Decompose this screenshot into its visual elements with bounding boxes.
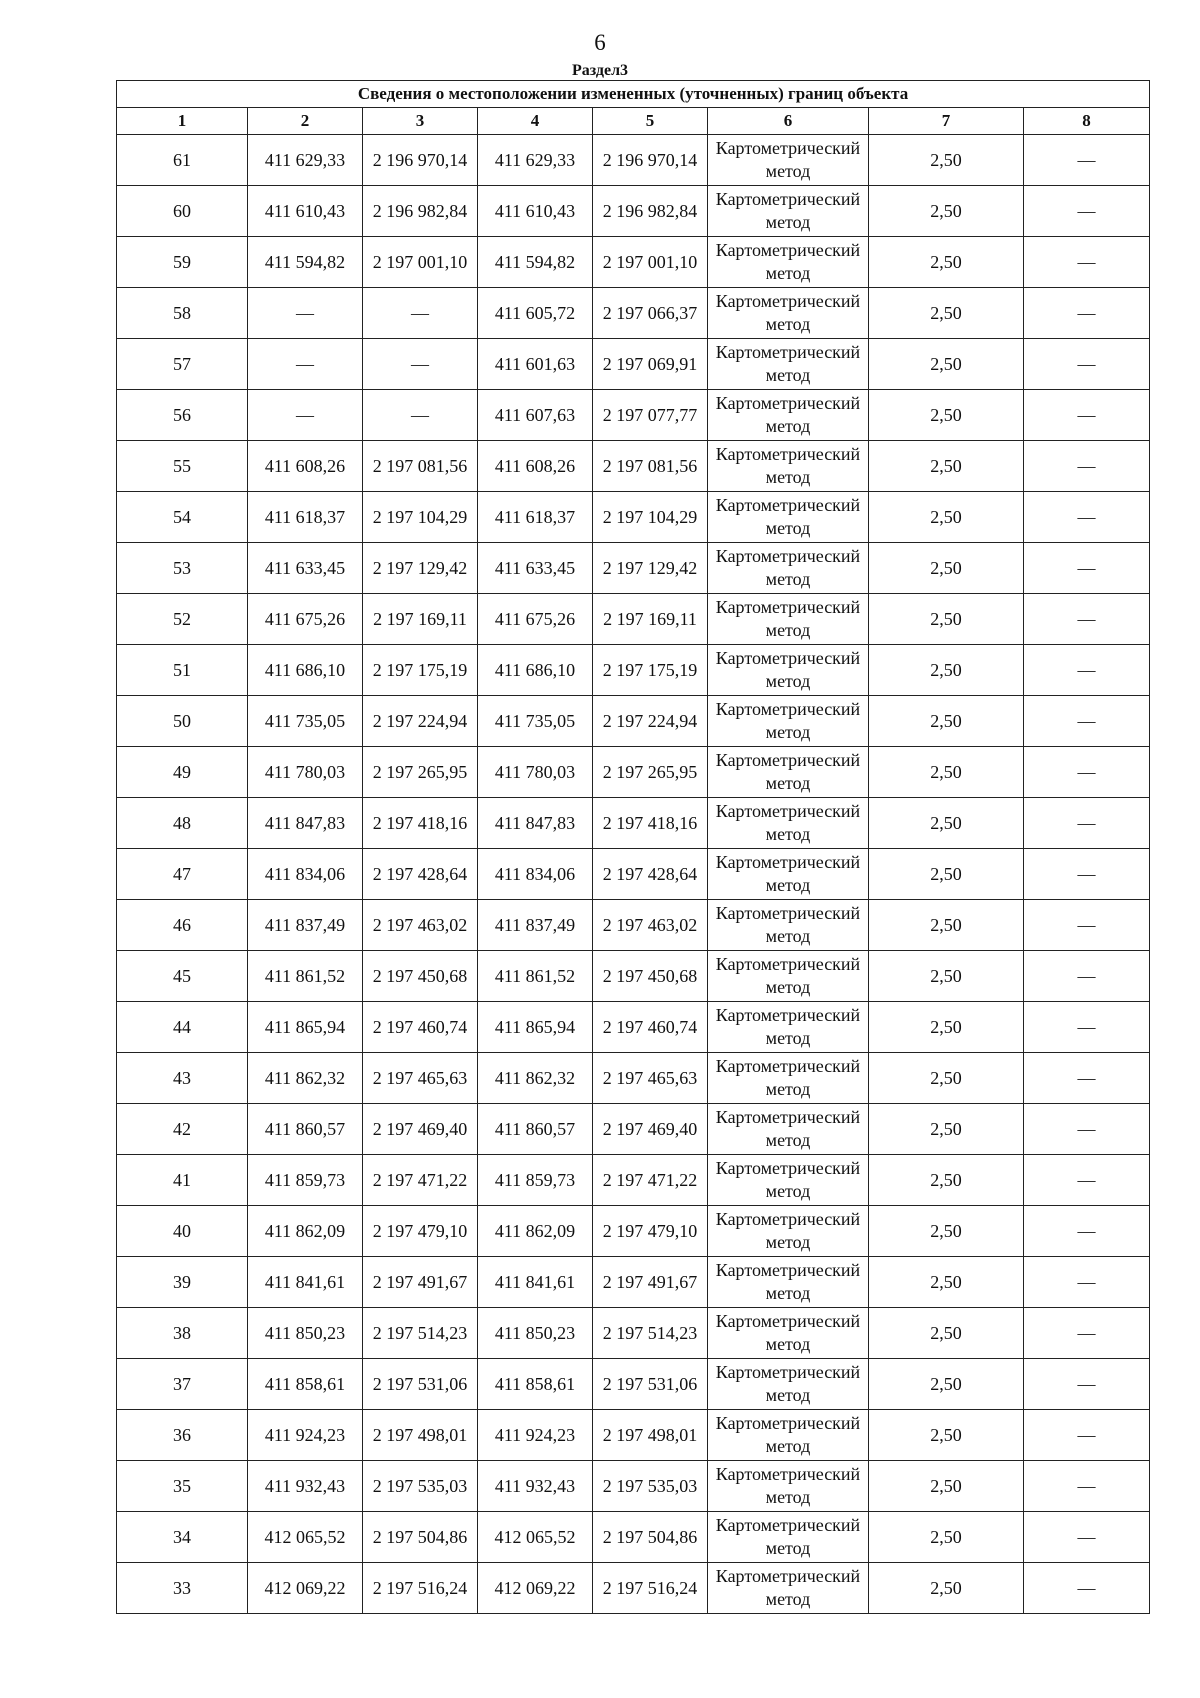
y-new-cell: 2 197 450,68 (593, 951, 708, 1002)
method-cell: Картометрический метод (708, 951, 869, 1002)
x-old-cell: 411 847,83 (248, 798, 363, 849)
x-new-cell: 411 862,09 (478, 1206, 593, 1257)
y-new-cell: 2 197 066,37 (593, 288, 708, 339)
point-number-cell: 48 (117, 798, 248, 849)
description-cell: — (1024, 543, 1150, 594)
coordinates-table (116, 80, 1150, 1614)
y-new-cell: 2 197 001,10 (593, 237, 708, 288)
method-cell: Картометрический метод (708, 900, 869, 951)
method-cell: Картометрический метод (708, 1257, 869, 1308)
table-row (117, 1512, 1150, 1563)
point-number-cell: 53 (117, 543, 248, 594)
table-row (117, 441, 1150, 492)
description-cell: — (1024, 1461, 1150, 1512)
x-new-cell: 411 865,94 (478, 1002, 593, 1053)
description-cell: — (1024, 390, 1150, 441)
x-old-cell: 411 837,49 (248, 900, 363, 951)
table-row (117, 1104, 1150, 1155)
accuracy-cell: 2,50 (869, 594, 1024, 645)
x-new-cell: 411 780,03 (478, 747, 593, 798)
method-cell: Картометрический метод (708, 594, 869, 645)
accuracy-cell: 2,50 (869, 543, 1024, 594)
description-cell: — (1024, 900, 1150, 951)
point-number-cell: 52 (117, 594, 248, 645)
method-cell: Картометрический метод (708, 135, 869, 186)
y-new-cell: 2 197 224,94 (593, 696, 708, 747)
accuracy-cell: 2,50 (869, 1104, 1024, 1155)
description-cell: — (1024, 849, 1150, 900)
y-old-cell: 2 197 531,06 (363, 1359, 478, 1410)
point-number-cell: 61 (117, 135, 248, 186)
x-new-cell: 411 618,37 (478, 492, 593, 543)
description-cell: — (1024, 1053, 1150, 1104)
page-number: 6 (594, 30, 606, 55)
x-old-cell: 411 608,26 (248, 441, 363, 492)
method-cell: Картометрический метод (708, 1053, 869, 1104)
description-cell: — (1024, 135, 1150, 186)
table-row (117, 186, 1150, 237)
column-header: 3 (363, 108, 478, 135)
point-number-cell: 46 (117, 900, 248, 951)
y-new-cell: 2 197 535,03 (593, 1461, 708, 1512)
point-number-cell: 43 (117, 1053, 248, 1104)
x-old-cell: 411 932,43 (248, 1461, 363, 1512)
description-cell: — (1024, 747, 1150, 798)
x-old-cell: 411 610,43 (248, 186, 363, 237)
table-row (117, 1206, 1150, 1257)
column-header: 1 (117, 108, 248, 135)
x-new-cell: 411 858,61 (478, 1359, 593, 1410)
point-number-cell: 55 (117, 441, 248, 492)
method-cell: Картометрический метод (708, 1308, 869, 1359)
x-new-cell: 411 594,82 (478, 237, 593, 288)
method-cell: Картометрический метод (708, 1410, 869, 1461)
table-row (117, 1410, 1150, 1461)
accuracy-cell: 2,50 (869, 237, 1024, 288)
method-cell: Картометрический метод (708, 1359, 869, 1410)
y-old-cell: 2 197 001,10 (363, 237, 478, 288)
table-body (117, 135, 1150, 1614)
method-cell: Картометрический метод (708, 798, 869, 849)
y-new-cell: 2 197 479,10 (593, 1206, 708, 1257)
section-label: Раздел3 (571, 62, 629, 79)
point-number-cell: 59 (117, 237, 248, 288)
x-new-cell: 411 841,61 (478, 1257, 593, 1308)
point-number-cell: 56 (117, 390, 248, 441)
description-cell: — (1024, 1308, 1150, 1359)
x-old-cell: 411 675,26 (248, 594, 363, 645)
y-old-cell: 2 197 465,63 (363, 1053, 478, 1104)
y-old-cell: 2 197 491,67 (363, 1257, 478, 1308)
x-new-cell: 411 629,33 (478, 135, 593, 186)
table-row (117, 594, 1150, 645)
method-cell: Картометрический метод (708, 849, 869, 900)
table-row (117, 390, 1150, 441)
method-cell: Картометрический метод (708, 645, 869, 696)
x-old-cell: — (248, 390, 363, 441)
accuracy-cell: 2,50 (869, 1563, 1024, 1614)
point-number-cell: 58 (117, 288, 248, 339)
method-cell: Картометрический метод (708, 747, 869, 798)
method-cell: Картометрический метод (708, 696, 869, 747)
x-old-cell: 411 859,73 (248, 1155, 363, 1206)
column-header: 4 (478, 108, 593, 135)
x-old-cell: 411 594,82 (248, 237, 363, 288)
x-old-cell: 411 860,57 (248, 1104, 363, 1155)
point-number-cell: 38 (117, 1308, 248, 1359)
method-cell: Картометрический метод (708, 1563, 869, 1614)
x-new-cell: 411 859,73 (478, 1155, 593, 1206)
x-new-cell: 411 607,63 (478, 390, 593, 441)
table-row (117, 1002, 1150, 1053)
point-number-cell: 39 (117, 1257, 248, 1308)
table-row (117, 798, 1150, 849)
table-row (117, 1308, 1150, 1359)
y-new-cell: 2 196 970,14 (593, 135, 708, 186)
y-old-cell: 2 197 224,94 (363, 696, 478, 747)
point-number-cell: 36 (117, 1410, 248, 1461)
description-cell: — (1024, 186, 1150, 237)
x-new-cell: 411 861,52 (478, 951, 593, 1002)
x-old-cell: 411 686,10 (248, 645, 363, 696)
x-new-cell: 411 675,26 (478, 594, 593, 645)
x-old-cell: 411 633,45 (248, 543, 363, 594)
description-cell: — (1024, 1002, 1150, 1053)
x-old-cell: 411 862,32 (248, 1053, 363, 1104)
x-old-cell: 411 924,23 (248, 1410, 363, 1461)
point-number-cell: 50 (117, 696, 248, 747)
description-cell: — (1024, 1359, 1150, 1410)
table-row (117, 747, 1150, 798)
y-old-cell: 2 197 516,24 (363, 1563, 478, 1614)
y-old-cell: 2 197 169,11 (363, 594, 478, 645)
y-old-cell: 2 197 471,22 (363, 1155, 478, 1206)
description-cell: — (1024, 594, 1150, 645)
method-cell: Картометрический метод (708, 1002, 869, 1053)
y-new-cell: 2 196 982,84 (593, 186, 708, 237)
y-old-cell: 2 197 450,68 (363, 951, 478, 1002)
description-cell: — (1024, 1257, 1150, 1308)
description-cell: — (1024, 645, 1150, 696)
y-old-cell: — (363, 288, 478, 339)
description-cell: — (1024, 798, 1150, 849)
x-old-cell: 411 780,03 (248, 747, 363, 798)
column-header: 5 (593, 108, 708, 135)
method-cell: Картометрический метод (708, 1461, 869, 1512)
y-new-cell: 2 197 471,22 (593, 1155, 708, 1206)
y-new-cell: 2 197 514,23 (593, 1308, 708, 1359)
x-old-cell: 412 069,22 (248, 1563, 363, 1614)
description-cell: — (1024, 492, 1150, 543)
x-old-cell: — (248, 339, 363, 390)
table-row (117, 951, 1150, 1002)
y-new-cell: 2 197 465,63 (593, 1053, 708, 1104)
x-new-cell: 411 735,05 (478, 696, 593, 747)
description-cell: — (1024, 441, 1150, 492)
accuracy-cell: 2,50 (869, 339, 1024, 390)
y-old-cell: — (363, 390, 478, 441)
table-row (117, 339, 1150, 390)
table-row (117, 849, 1150, 900)
x-new-cell: 411 605,72 (478, 288, 593, 339)
method-cell: Картометрический метод (708, 543, 869, 594)
y-new-cell: 2 197 077,77 (593, 390, 708, 441)
y-old-cell: 2 197 463,02 (363, 900, 478, 951)
y-old-cell: 2 197 418,16 (363, 798, 478, 849)
method-cell: Картометрический метод (708, 492, 869, 543)
table-title-row (117, 81, 1150, 108)
accuracy-cell: 2,50 (869, 186, 1024, 237)
y-old-cell: 2 197 469,40 (363, 1104, 478, 1155)
point-number-cell: 41 (117, 1155, 248, 1206)
point-number-cell: 49 (117, 747, 248, 798)
y-old-cell: 2 197 504,86 (363, 1512, 478, 1563)
method-cell: Картометрический метод (708, 186, 869, 237)
x-new-cell: 411 860,57 (478, 1104, 593, 1155)
x-new-cell: 411 686,10 (478, 645, 593, 696)
x-old-cell: 411 861,52 (248, 951, 363, 1002)
y-old-cell: 2 197 460,74 (363, 1002, 478, 1053)
y-old-cell: 2 197 498,01 (363, 1410, 478, 1461)
point-number-cell: 35 (117, 1461, 248, 1512)
y-new-cell: 2 197 081,56 (593, 441, 708, 492)
method-cell: Картометрический метод (708, 1104, 869, 1155)
accuracy-cell: 2,50 (869, 1053, 1024, 1104)
x-old-cell: 411 865,94 (248, 1002, 363, 1053)
description-cell: — (1024, 951, 1150, 1002)
y-new-cell: 2 197 516,24 (593, 1563, 708, 1614)
method-cell: Картометрический метод (708, 1512, 869, 1563)
x-new-cell: 411 847,83 (478, 798, 593, 849)
x-new-cell: 411 834,06 (478, 849, 593, 900)
table-row (117, 135, 1150, 186)
description-cell: — (1024, 1410, 1150, 1461)
y-old-cell: 2 196 982,84 (363, 186, 478, 237)
table-row (117, 1155, 1150, 1206)
y-new-cell: 2 197 169,11 (593, 594, 708, 645)
accuracy-cell: 2,50 (869, 390, 1024, 441)
point-number-cell: 44 (117, 1002, 248, 1053)
y-old-cell: 2 197 265,95 (363, 747, 478, 798)
x-new-cell: 411 837,49 (478, 900, 593, 951)
accuracy-cell: 2,50 (869, 1206, 1024, 1257)
x-new-cell: 411 610,43 (478, 186, 593, 237)
x-new-cell: 411 608,26 (478, 441, 593, 492)
y-new-cell: 2 197 069,91 (593, 339, 708, 390)
description-cell: — (1024, 1155, 1150, 1206)
accuracy-cell: 2,50 (869, 1359, 1024, 1410)
accuracy-cell: 2,50 (869, 696, 1024, 747)
method-cell: Картометрический метод (708, 1155, 869, 1206)
description-cell: — (1024, 339, 1150, 390)
x-new-cell: 412 065,52 (478, 1512, 593, 1563)
y-old-cell: 2 197 428,64 (363, 849, 478, 900)
method-cell: Картометрический метод (708, 339, 869, 390)
x-old-cell: 412 065,52 (248, 1512, 363, 1563)
x-new-cell: 412 069,22 (478, 1563, 593, 1614)
accuracy-cell: 2,50 (869, 1512, 1024, 1563)
y-new-cell: 2 197 469,40 (593, 1104, 708, 1155)
table-row (117, 696, 1150, 747)
y-new-cell: 2 197 175,19 (593, 645, 708, 696)
x-old-cell: — (248, 288, 363, 339)
y-old-cell: 2 197 104,29 (363, 492, 478, 543)
description-cell: — (1024, 237, 1150, 288)
y-new-cell: 2 197 428,64 (593, 849, 708, 900)
x-new-cell: 411 850,23 (478, 1308, 593, 1359)
accuracy-cell: 2,50 (869, 1257, 1024, 1308)
y-old-cell: 2 197 535,03 (363, 1461, 478, 1512)
accuracy-cell: 2,50 (869, 951, 1024, 1002)
column-header: 8 (1024, 108, 1150, 135)
method-cell: Картометрический метод (708, 441, 869, 492)
accuracy-cell: 2,50 (869, 288, 1024, 339)
description-cell: — (1024, 1563, 1150, 1614)
x-old-cell: 411 834,06 (248, 849, 363, 900)
y-old-cell: 2 197 514,23 (363, 1308, 478, 1359)
table-row (117, 1461, 1150, 1512)
x-new-cell: 411 932,43 (478, 1461, 593, 1512)
accuracy-cell: 2,50 (869, 492, 1024, 543)
y-new-cell: 2 197 531,06 (593, 1359, 708, 1410)
method-cell: Картометрический метод (708, 1206, 869, 1257)
y-old-cell: 2 197 175,19 (363, 645, 478, 696)
accuracy-cell: 2,50 (869, 1461, 1024, 1512)
point-number-cell: 37 (117, 1359, 248, 1410)
column-header: 2 (248, 108, 363, 135)
point-number-cell: 57 (117, 339, 248, 390)
point-number-cell: 33 (117, 1563, 248, 1614)
table-row (117, 492, 1150, 543)
y-new-cell: 2 197 129,42 (593, 543, 708, 594)
x-new-cell: 411 924,23 (478, 1410, 593, 1461)
table-row (117, 1563, 1150, 1614)
description-cell: — (1024, 1512, 1150, 1563)
x-old-cell: 411 735,05 (248, 696, 363, 747)
accuracy-cell: 2,50 (869, 1410, 1024, 1461)
description-cell: — (1024, 1104, 1150, 1155)
table-title: Сведения о местоположении измененных (уточненных) границ объекта (117, 81, 1150, 108)
point-number-cell: 51 (117, 645, 248, 696)
accuracy-cell: 2,50 (869, 900, 1024, 951)
point-number-cell: 40 (117, 1206, 248, 1257)
y-new-cell: 2 197 104,29 (593, 492, 708, 543)
y-old-cell: 2 196 970,14 (363, 135, 478, 186)
accuracy-cell: 2,50 (869, 798, 1024, 849)
table-row (117, 1359, 1150, 1410)
x-old-cell: 411 850,23 (248, 1308, 363, 1359)
table-row (117, 1257, 1150, 1308)
x-old-cell: 411 862,09 (248, 1206, 363, 1257)
y-old-cell: 2 197 479,10 (363, 1206, 478, 1257)
table-row (117, 645, 1150, 696)
column-header: 6 (708, 108, 869, 135)
x-new-cell: 411 633,45 (478, 543, 593, 594)
y-old-cell: 2 197 129,42 (363, 543, 478, 594)
point-number-cell: 34 (117, 1512, 248, 1563)
x-new-cell: 411 601,63 (478, 339, 593, 390)
accuracy-cell: 2,50 (869, 135, 1024, 186)
y-new-cell: 2 197 463,02 (593, 900, 708, 951)
x-old-cell: 411 841,61 (248, 1257, 363, 1308)
point-number-cell: 60 (117, 186, 248, 237)
y-new-cell: 2 197 504,86 (593, 1512, 708, 1563)
table-row (117, 900, 1150, 951)
y-new-cell: 2 197 498,01 (593, 1410, 708, 1461)
table-row (117, 1053, 1150, 1104)
point-number-cell: 45 (117, 951, 248, 1002)
column-header: 7 (869, 108, 1024, 135)
accuracy-cell: 2,50 (869, 1308, 1024, 1359)
method-cell: Картометрический метод (708, 390, 869, 441)
description-cell: — (1024, 1206, 1150, 1257)
x-old-cell: 411 618,37 (248, 492, 363, 543)
description-cell: — (1024, 696, 1150, 747)
y-old-cell: — (363, 339, 478, 390)
y-new-cell: 2 197 460,74 (593, 1002, 708, 1053)
x-old-cell: 411 629,33 (248, 135, 363, 186)
table-row (117, 237, 1150, 288)
point-number-cell: 42 (117, 1104, 248, 1155)
table-row (117, 288, 1150, 339)
y-new-cell: 2 197 491,67 (593, 1257, 708, 1308)
accuracy-cell: 2,50 (869, 441, 1024, 492)
point-number-cell: 54 (117, 492, 248, 543)
x-old-cell: 411 858,61 (248, 1359, 363, 1410)
accuracy-cell: 2,50 (869, 849, 1024, 900)
y-old-cell: 2 197 081,56 (363, 441, 478, 492)
accuracy-cell: 2,50 (869, 645, 1024, 696)
description-cell: — (1024, 288, 1150, 339)
y-new-cell: 2 197 418,16 (593, 798, 708, 849)
accuracy-cell: 2,50 (869, 1155, 1024, 1206)
x-new-cell: 411 862,32 (478, 1053, 593, 1104)
table-row (117, 543, 1150, 594)
accuracy-cell: 2,50 (869, 1002, 1024, 1053)
point-number-cell: 47 (117, 849, 248, 900)
method-cell: Картометрический метод (708, 288, 869, 339)
accuracy-cell: 2,50 (869, 747, 1024, 798)
y-new-cell: 2 197 265,95 (593, 747, 708, 798)
method-cell: Картометрический метод (708, 237, 869, 288)
column-header-row (117, 108, 1150, 135)
